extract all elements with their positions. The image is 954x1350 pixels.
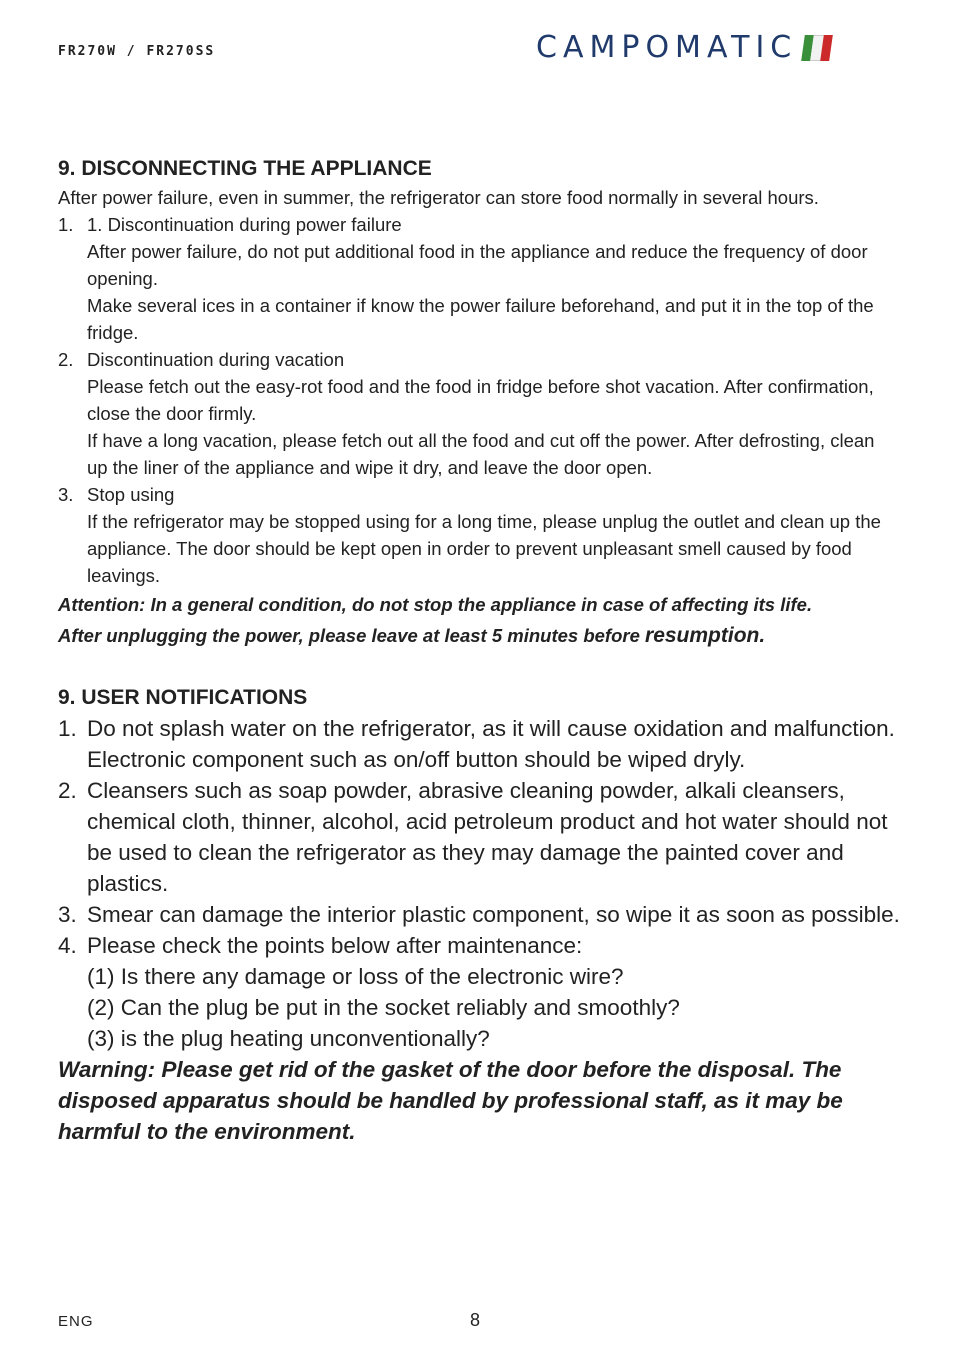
section-title: 9. DISCONNECTING THE APPLIANCE [58,157,432,180]
list-item-title: Stop using [87,484,175,505]
brand-logo [536,30,831,65]
page-content [58,154,900,1147]
section-intro: After power failure, even in summer, the refrigerator can store food normally in several hours. [58,187,819,208]
page-number: 8 [470,1310,481,1330]
brand-name: CAMPOMATIC [536,30,798,65]
section-user-notifications [58,683,900,1147]
check-item: (3) is the plug heating unconventionally? [87,1026,490,1051]
list-item-line: After power failure, do not put additional food in the appliance and reduce the frequency of door opening. [87,241,868,289]
list-item: 2. Discontinuation during vacation Please fetch out the easy-rot food and the food in fridge before shot vacation. After confirmation, close the door firmly. If have a long vacation, please fetch out all the food and cut off the power. After defrosting, clean up the liner of the appliance and wipe it dry, and leave the door open. [58,346,900,481]
list-item-line: If the refrigerator may be stopped using for a long time, please unplug the outlet and clean up the appliance. The door should be kept open in order to prevent unpleasant smell caused by food leavings. [87,511,881,586]
list-item-title: 1. Discontinuation during power failure [87,214,402,235]
list-item: 3. Smear can damage the interior plastic component, so wipe it as soon as possible. [58,902,900,927]
list-item: 2. Cleansers such as soap powder, abrasive cleaning powder, alkali cleansers, chemical cloth, thinner, alcohol, acid petroleum product and hot water should not be used to clean the refrigerator as they may damage the painted cover and plastics. [58,778,888,896]
section-title: 9. USER NOTIFICATIONS [58,686,308,709]
list-item-line: Please fetch out the easy-rot food and the food in fridge before shot vacation. After confirmation, close the door firmly. [87,376,874,424]
check-item: (2) Can the plug be put in the socket reliably and smoothly? [87,995,680,1020]
attention-note-2: After unplugging the power, please leave at least 5 minutes before resumption. [58,624,766,647]
notification-list [58,713,900,1054]
model-number: FR270W / FR270SS [58,44,216,59]
italian-flag-icon [801,35,833,61]
list-item-line: If have a long vacation, please fetch out all the food and cut off the power. After defrosting, clean up the liner of the appliance and wipe it dry, and leave the door open. [87,430,875,478]
list-item: 1. Do not splash water on the refrigerator, as it will cause oxidation and malfunction. Electronic component such as on/off button should be wiped dryly. [58,716,895,772]
warning-note: Warning: Please get rid of the gasket of the door before the disposal. The disposed apparatus should be handled by professional staff, as it may be harmful to the environment. [58,1057,843,1144]
list-item-title: Discontinuation during vacation [87,349,345,370]
disconnect-list [58,211,900,589]
list-item: 1. 1. Discontinuation during power failure After power failure, do not put additional food in the appliance and reduce the frequency of door opening. Make several ices in a container if know the power failure beforehand, and put it in the top of the fridge. [58,211,900,346]
check-item: (1) Is there any damage or loss of the electronic wire? [87,964,624,989]
attention-note-1: Attention: In a general condition, do not stop the appliance in case of affecting its life. [58,594,813,615]
list-item: 4. Please check the points below after maintenance: (1) Is there any damage or loss of the electronic wire? (2) Can the plug be put in the socket reliably and smoothly? (3) is the plug heating unconventionally? [58,930,900,1054]
section-disconnecting [58,154,900,651]
list-item-line: Make several ices in a container if know the power failure beforehand, and put it in the top of the fridge. [87,295,874,343]
list-item: 3. Stop using If the refrigerator may be stopped using for a long time, please unplug the outlet and clean up the appliance. The door should be kept open in order to prevent unpleasant smell caused by food leavings. [58,481,900,589]
footer-language: ENG [58,1313,94,1330]
